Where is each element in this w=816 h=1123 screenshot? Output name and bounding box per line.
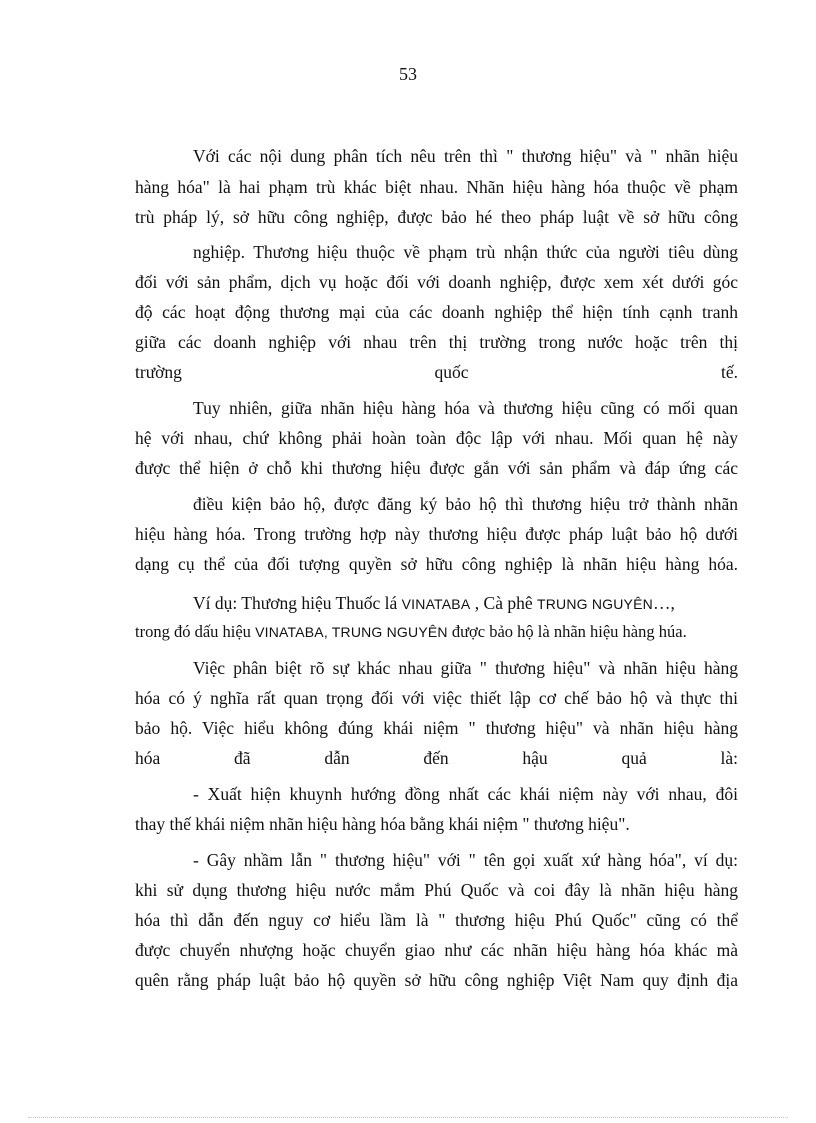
text-line: - Xuất hiện khuynh hướng đồng nhất các khái niệm này với nhau, đôi	[193, 784, 738, 804]
text-line: điều kiện bảo hộ, được đăng ký bảo hộ thì thương hiệu trở thành nhãn	[193, 494, 738, 514]
text-line: Với các nội dung phân tích nêu trên thì " thương hiệu" và " nhãn hiệu	[193, 146, 738, 166]
text-line: dạng cụ thể của đối tượng quyền sở hữu công nghiệp là nhãn hiệu hàng hóa.	[135, 554, 738, 574]
text-line: hóa thì dẫn đến nguy cơ hiểu lầm là " thương hiệu Phú Quốc" cũng có thể	[135, 910, 738, 930]
text-line: thay thế khái niệm nhãn hiệu hàng hóa bằng khái niệm " thương hiệu".	[135, 814, 630, 834]
trademark-vinataba: VINATABA	[401, 596, 471, 612]
text-line: nghiệp. Thương hiệu thuộc về phạm trù nhận thức của người tiêu dùng	[193, 242, 738, 262]
example-line	[193, 591, 675, 616]
text-line: hệ với nhau, chứ không phải hoàn toàn độc lập với nhau. Mối quan hệ này	[135, 428, 738, 448]
text-line: Việc phân biệt rõ sự khác nhau giữa " thương hiệu" và nhãn hiệu hàng	[193, 658, 738, 678]
text-line: được thể hiện ở chỗ khi thương hiệu được gắn với sản phẩm và đáp ứng các	[135, 458, 738, 478]
trademark-list: VINATABA, TRUNG NGUYÊN	[255, 624, 448, 640]
text-span: trong đó dấu hiệu	[135, 622, 256, 641]
text-line: Tuy nhiên, giữa nhãn hiệu hàng hóa và thương hiệu cũng có mối quan	[193, 398, 738, 418]
text-line: bảo hộ. Việc hiểu không đúng khái niệm " thương hiệu" và nhãn hiệu hàng	[135, 718, 738, 738]
text-line: hiệu hàng hóa. Trong trường hợp này thương hiệu được pháp luật bảo hộ dưới	[135, 524, 738, 544]
text-span: …,	[652, 593, 675, 613]
text-line: quên rằng pháp luật bảo hộ quyền sở hữu công nghiệp Việt Nam quy định địa	[135, 970, 738, 990]
page-number: 53	[399, 64, 417, 84]
text-line: đối với sản phẩm, dịch vụ hoặc đối với doanh nghiệp, được xem xét dưới góc	[135, 272, 738, 292]
text-line: giữa các doanh nghiệp với nhau trên thị trường trong nước hoặc trên thị	[135, 332, 738, 352]
text-line: hàng hóa" là hai phạm trù khác biệt nhau. Nhãn hiệu hàng hóa thuộc về phạm	[135, 177, 738, 197]
text-line: được chuyển nhượng hoặc chuyển giao như các nhãn hiệu hàng hóa khác mà	[135, 940, 738, 960]
text-line: - Gây nhầm lẫn " thương hiệu" với " tên gọi xuất xứ hàng hóa", ví dụ:	[193, 850, 738, 870]
text-line: trường quốc tế.	[135, 362, 738, 382]
text-line: trù pháp lý, sở hữu công nghiệp, được bảo hé theo pháp luật về sở hữu công	[135, 207, 738, 227]
text-line: hóa đã dẫn đến hậu quả là:	[135, 748, 738, 768]
trademark-trung-nguyen: TRUNG NGUYÊN	[536, 596, 653, 612]
text-span: được bảo hộ là nhãn hiệu hàng húa.	[447, 622, 687, 641]
text-line: khi sử dụng thương hiệu nước mắm Phú Quốc và coi đây là nhãn hiệu hàng	[135, 880, 738, 900]
text-line: độ các hoạt động thương mại của các doanh nghiệp thể hiện tính cạnh tranh	[135, 302, 738, 322]
text-span: Ví dụ: Thương hiệu Thuốc lá	[193, 593, 402, 613]
text-line: hóa có ý nghĩa rất quan trọng đối với việc thiết lập cơ chế bảo hộ và thực thi	[135, 688, 738, 708]
example-line	[135, 620, 687, 644]
page-bottom-rule	[28, 1117, 788, 1118]
text-span: , Cà phê	[470, 593, 537, 613]
